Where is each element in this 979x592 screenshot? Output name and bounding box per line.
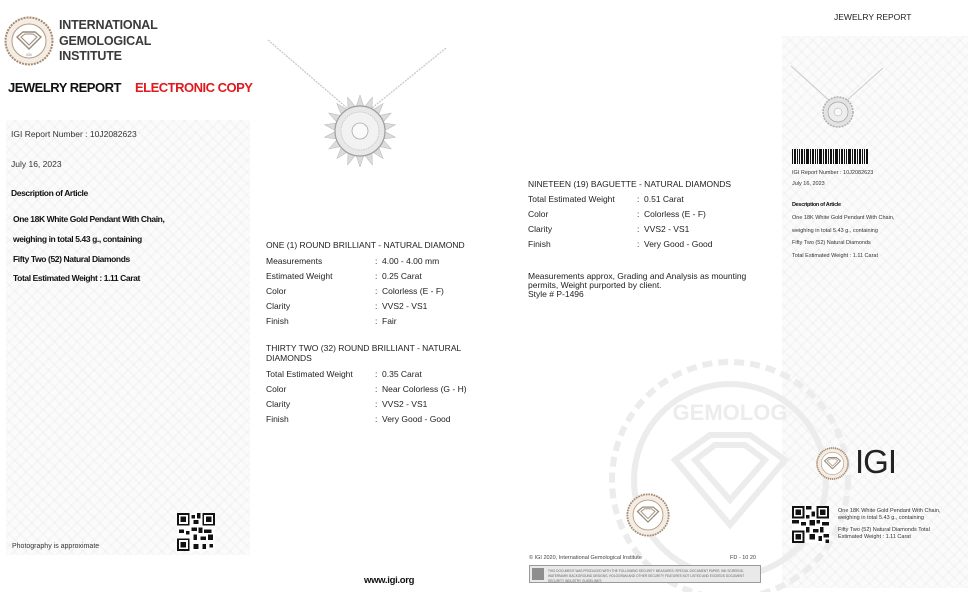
spec-label: Color [266, 384, 287, 394]
pendant-photo [262, 36, 452, 171]
spec-label: Clarity [266, 399, 291, 409]
spec-separator: : [375, 256, 378, 266]
comment-line: permits, Weight purported by client. [528, 280, 662, 290]
igi-seal-icon [626, 493, 670, 537]
electronic-copy-label: ELECTRONIC COPY [135, 80, 253, 95]
spec-separator: : [375, 399, 378, 409]
spec-value: Very Good - Good [644, 239, 713, 249]
spec-row [528, 239, 758, 251]
spec-label: Finish [266, 414, 289, 424]
spec-value: Colorless (E - F) [644, 209, 706, 219]
document-icon [532, 568, 544, 580]
spec-separator: : [637, 239, 640, 249]
spec-separator: : [375, 286, 378, 296]
strip-qr-text-line: Fifty Two (52) Natural Diamonds Total [838, 527, 930, 533]
section-title-line: DIAMONDS [266, 353, 312, 363]
spec-value: VVS2 - VS1 [644, 224, 690, 234]
strip-qr-text-line: One 18K White Gold Pendant With Chain, [838, 508, 941, 514]
spec-value: VVS2 - VS1 [382, 399, 428, 409]
spec-label: Clarity [266, 301, 291, 311]
svg-text:IGI: IGI [26, 52, 32, 57]
photography-note: Photography is approximate [12, 543, 100, 550]
spec-label: Measurements [266, 256, 323, 266]
spec-separator: : [637, 194, 640, 204]
spec-value: VVS2 - VS1 [382, 301, 428, 311]
spec-label: Estimated Weight [266, 271, 333, 281]
section-title [266, 343, 461, 363]
spec-separator: : [375, 369, 378, 379]
description-title: Description of Article [11, 188, 88, 198]
security-features-strip [529, 565, 761, 583]
description-line: Fifty Two (52) Natural Diamonds [13, 254, 130, 264]
comment-line: Measurements approx, Grading and Analysis as mounting [528, 271, 747, 281]
description-line: Total Estimated Weight : 1.11 Carat [13, 273, 140, 283]
spec-row [266, 316, 486, 328]
spec-separator: : [375, 301, 378, 311]
spec-separator: : [375, 271, 378, 281]
strip-description-line: weighing in total 5.43 g., containing [792, 228, 878, 234]
spec-row [528, 194, 758, 206]
spec-value: Very Good - Good [382, 414, 451, 424]
strip-description-title: Description of Article [792, 202, 841, 208]
institute-name-line: INSTITUTE [59, 49, 122, 63]
security-text: THIS DOCUMENT WAS PRODUCED WITH THE FOLLOWING SECURITY MEASURES: SPECIAL DOCUMENT PAPER, INK SCREENS, WATERMARK BACKGROUND DESIGNS, HOLOGRAM AND OTHER SECURITY FEATURES NOT LISTED AND EXCEEDS DOCUMENT SECURITY INDUSTRY GUIDELINES. [548, 569, 745, 583]
section-title-line: THIRTY TWO (32) ROUND BRILLIANT - NATURAL [266, 343, 462, 353]
spec-row [266, 369, 486, 381]
website-link[interactable]: www.igi.org [364, 575, 415, 586]
svg-text:GEMOLOG: GEMOLOG [672, 400, 788, 425]
spec-row [266, 414, 486, 426]
strip-qr-text-line: weighing in total 5.43 g., containing [838, 515, 924, 521]
institute-name-line: GEMOLOGICAL [59, 33, 152, 48]
form-code: FD - 10 20 [730, 555, 756, 561]
spec-separator: : [375, 316, 378, 326]
comments [528, 272, 746, 299]
spec-value: Near Colorless (G - H) [382, 384, 467, 394]
section-title: NINETEEN (19) BAGUETTE - NATURAL DIAMONDS [528, 179, 732, 189]
barcode-icon [792, 149, 868, 164]
qr-code-icon[interactable] [792, 506, 829, 543]
spec-row [528, 209, 758, 221]
qr-code-icon[interactable] [177, 513, 215, 551]
strip-qr-text-line: Estimated Weight : 1.11 Carat [838, 534, 911, 540]
left-panel-background [6, 120, 250, 555]
pendant-photo-small [789, 62, 885, 132]
spec-label: Finish [266, 316, 289, 326]
spec-row [528, 224, 758, 236]
spec-row [266, 286, 486, 298]
strip-report-date: July 16, 2023 [792, 181, 825, 187]
strip-qr-text [838, 508, 940, 522]
comment-line: Style # P-1496 [528, 289, 584, 299]
strip-description-line: One 18K White Gold Pendant With Chain, [792, 215, 895, 221]
spec-value: 0.35 Carat [382, 369, 422, 379]
spec-row [266, 256, 486, 268]
spec-label: Total Estimated Weight [528, 194, 615, 204]
report-title: JEWELRY REPORT [8, 80, 121, 95]
spec-value: Colorless (E - F) [382, 286, 444, 296]
spec-value: Fair [382, 316, 397, 326]
igi-seal-icon [4, 16, 54, 66]
spec-row [266, 399, 486, 411]
report-date: July 16, 2023 [11, 159, 62, 169]
spec-row [266, 271, 486, 283]
strip-report-title: JEWELRY REPORT [834, 12, 912, 22]
igi-seal-icon [816, 447, 849, 480]
spec-value: 0.25 Carat [382, 271, 422, 281]
spec-separator: : [375, 414, 378, 424]
description-line: weighing in total 5.43 g., containing [13, 234, 142, 244]
spec-value: 0.51 Carat [644, 194, 684, 204]
report-number: IGI Report Number : 10J2082623 [11, 129, 137, 139]
spec-value: 4.00 - 4.00 mm [382, 256, 440, 266]
copyright-text: © IGI 2020, International Gemological Institute [529, 555, 642, 561]
spec-separator: : [375, 384, 378, 394]
description-line: One 18K White Gold Pendant With Chain, [13, 214, 165, 224]
spec-separator: : [637, 224, 640, 234]
spec-label: Color [266, 286, 287, 296]
spec-label: Total Estimated Weight [266, 369, 353, 379]
spec-separator: : [637, 209, 640, 219]
strip-qr-text [838, 527, 930, 541]
institute-name-line: INTERNATIONAL [59, 18, 158, 32]
strip-description-line: Fifty Two (52) Natural Diamonds [792, 240, 871, 246]
section-title: ONE (1) ROUND BRILLIANT - NATURAL DIAMOND [266, 240, 465, 250]
spec-label: Finish [528, 239, 551, 249]
spec-label: Color [528, 209, 549, 219]
igi-logo-text: IGI [855, 443, 897, 480]
spec-row [266, 301, 486, 313]
spec-row [266, 384, 486, 396]
institute-name [59, 18, 158, 65]
spec-label: Clarity [528, 224, 553, 234]
strip-description-line: Total Estimated Weight : 1.11 Carat [792, 253, 879, 259]
strip-report-number: IGI Report Number : 10J2082623 [792, 170, 874, 176]
